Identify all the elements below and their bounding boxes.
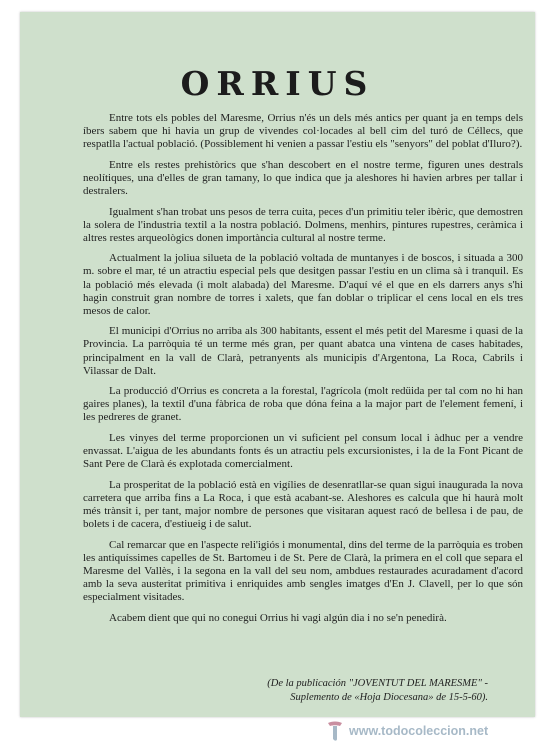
document-title: ORRIUS xyxy=(180,64,375,103)
watermark xyxy=(325,716,488,746)
source-line: Suplemento de «Hoja Diocesana» de 15-5-60). xyxy=(290,691,488,703)
paragraph: Entre tots els pobles del Maresme, Orrius n'és un dels més antics per quant ja en temps dels íbers sabem que hi havia un grup de vivendes col·locades al bell cim del turó de Céllecs, que respatlla l'actual població. (Possiblement hi venien a passar l'estiu els "senyors" del poblat d'Iluro?). xyxy=(83,112,523,151)
source-line: (De la publicación "JOVENTUT DEL MARESME" - xyxy=(267,678,488,689)
todocoleccion-logo-icon xyxy=(325,720,345,742)
source-citation xyxy=(267,677,488,704)
paragraph: Entre els restes prehistòrics que s'han descobert en el nostre terme, figuren unes destrals neolítiques, una d'elles de gran tamany, lo que indica que ja aleshores hi havien arbres per tallar i destralers. xyxy=(83,158,523,197)
watermark-text: www.todocoleccion.net xyxy=(349,724,489,738)
paragraph: Igualment s'han trobat uns pesos de terra cuita, peces d'un primitiu teler ibèric, que demostren la solera de l'industria textil a la nostra població. Dolmens, menhirs, pintures rupestres, ceràmica i altres restes arqueològics donen importància cultural al nostre terme. xyxy=(83,205,523,244)
document-sheet xyxy=(20,12,535,717)
paragraph: La producció d'Orrius es concreta a la forestal, l'agrícola (molt redüida per tal com no hi han gaires planes), la textil d'una fàbrica de roba que dóna feina a la major part de l'element femení, i les pedreres de granet. xyxy=(83,385,523,424)
paragraph: La prosperitat de la població està en vigílies de desenratllar-se quan sigui inaugurada la nova carretera que arriba fins a La Roca, i que està acabant-se. Aleshores es calcula que hi haurà molt més trànsit i, per tant, major nombre de persones que visitaran aquest racó de bellesa i de pau, de bolets i de cacera, d'estiueig i de salut. xyxy=(83,478,523,531)
paragraph: El municipi d'Orrius no arriba als 300 habitants, essent el més petit del Maresme i quasi de la Provincia. La parròquia té un terme més gran, per quant abatca una vintena de cases habitades, principalment en la vall de Clarà, petranyents als municipis d'Argentona, La Roca, Cabrils i Vilassar de Dalt. xyxy=(83,325,523,377)
paragraph: Acabem dient que qui no conegui Orrius hi vagi algún dia i no se'n penedirà. xyxy=(109,611,447,624)
paragraph: Les vinyes del terme proporcionen un vi suficient pel consum local i àdhuc per a vendre envassat. L'aigua de les abundants fonts és un atractiu pels excursionistes, i la de la Font Picant de Sant Pere de Clarà és explotada comercialment. xyxy=(83,431,523,471)
document-body xyxy=(83,112,523,632)
paragraph: Actualment la joliua silueta de la població voltada de muntanyes i de boscos, i situada a 300 m. sobre el mar, té un atractiu especial pels que desitgen passar l'estiu en un clima sà i tranquil. Es la població més elevada (i molt alabada) del Maresme. D'aquí vé el que en els darrers anys s'hi hagin construit gran nombre de torres i xalets, que fan doblar o triplicar el cens local en els tres mesos de calor. xyxy=(83,252,523,317)
paragraph: Cal remarcar que en l'aspecte reli'igiós i monumental, dins del terme de la parròquia es troben les antiquíssimes capelles de St. Bartomeu i de St. Pere de Clarà, la primera en el coll que separa el Maresme del Vallès, i la segona en la vall del seu nom, ambdues restaurades acuradament d'acord amb la seva austeritat primitiva i enriquides amb sengles imatges d'En J. Clavell, per lo que són especialment visitades. xyxy=(83,538,523,603)
